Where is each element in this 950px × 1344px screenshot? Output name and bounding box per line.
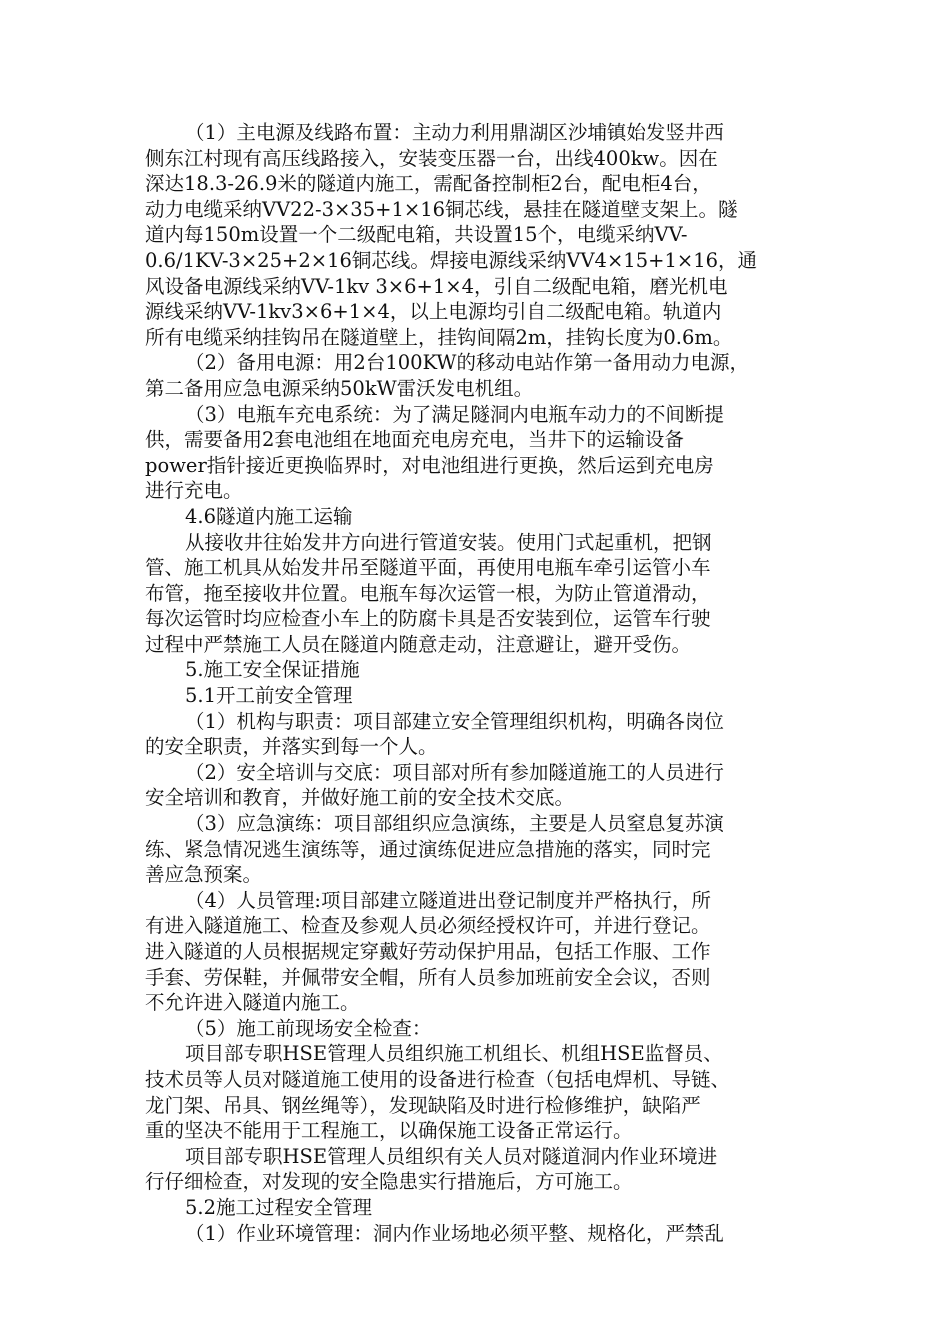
text-line: 供，需要备用2套电池组在地面充电房充电，当井下的运输设备: [145, 428, 684, 452]
text-line: 项目部专职HSE管理人员组织施工机组长、机组HSE监督员、: [185, 1042, 723, 1066]
text-line: 进入隧道的人员根据规定穿戴好劳动保护用品，包括工作服、工作: [145, 940, 711, 963]
text-line: 每次运管时均应检查小车上的防腐卡具是否安装到位，运管车行驶: [145, 607, 711, 631]
text-line: 管、施工机具从始发井吊至隧道平面，再使用电瓶车牵引运管小车: [145, 556, 711, 580]
text-line: 安全培训和教育，并做好施工前的安全技术交底。: [145, 786, 575, 810]
text-line: 4.6隧道内施工运输: [185, 504, 353, 528]
document-body: [145, 120, 810, 1246]
text-line: 从接收井往始发井方向进行管道安装。使用门式起重机，把钢: [185, 530, 712, 554]
text-line: （2）备用电源：用2台100KW的移动电站作第一备用动力电源，: [185, 351, 749, 375]
text-line: 动力电缆采纳VV22-3×35+1×16铜芯线，悬挂在隧道壁支架上。隧: [145, 197, 738, 221]
text-line: （4）人员管理:项目部建立隧道进出登记制度并严格执行，所: [185, 888, 711, 912]
text-line: 源线采纳VV-1kv3×6+1×4，以上电源均引自二级配电箱。轨道内: [145, 300, 722, 324]
text-line: power指针接近更换临界时，对电池组进行更换，然后运到充电房: [145, 453, 714, 477]
text-line: 侧东江村现有高压线路接入，安装变压器一台，出线400kw。因在: [145, 146, 718, 170]
text-line: 所有电缆采纳挂钩吊在隧道壁上，挂钩间隔2m，挂钩长度为0.6m。: [145, 325, 733, 349]
text-line: 风设备电源线采纳VV-1kv 3×6+1×4，引自二级配电箱，磨光机电: [145, 274, 728, 298]
text-line: 布管，拖至接收井位置。电瓶车每次运管一根，为防止管道滑动，: [145, 581, 711, 605]
text-line: 有进入隧道施工、检查及参观人员必须经授权许可，并进行登记。: [145, 914, 711, 938]
text-line: 技术员等人员对隧道施工使用的设备进行检查（包括电焊机、导链、: [145, 1067, 731, 1091]
text-line: 项目部专职HSE管理人员组织有关人员对隧道洞内作业环境进: [185, 1144, 718, 1168]
text-line: 重的坚决不能用于工程施工，以确保施工设备正常运行。: [145, 1119, 633, 1143]
text-line: （1）机构与职责：项目部建立安全管理组织机构，明确各岗位: [185, 709, 724, 733]
text-line: 手套、劳保鞋，并佩带安全帽，所有人员参加班前安全会议，否则: [145, 965, 711, 989]
text-line: （5）施工前现场安全检查：: [185, 1016, 432, 1040]
text-line: （3）电瓶车充电系统：为了满足隧洞内电瓶车动力的不间断提: [185, 402, 724, 426]
text-line: 0.6/1KV-3×25+2×16铜芯线。焊接电源线采纳VV4×15+1×16，通: [145, 248, 758, 272]
text-line: （3）应急演练：项目部组织应急演练，主要是人员窒息复苏演: [185, 812, 724, 836]
text-line: 第二备用应急电源采纳50kW雷沃发电机组。: [145, 376, 534, 400]
text-line: 练、紧急情况逃生演练等，通过演练促进应急措施的落实，同时完: [145, 837, 711, 861]
text-line: （2）安全培训与交底：项目部对所有参加隧道施工的人员进行: [185, 760, 724, 784]
text-line: 的安全职责，并落实到每一个人。: [145, 735, 438, 759]
text-line: 行仔细检查，对发现的安全隐患实行措施后，方可施工。: [145, 1170, 633, 1194]
text-line: （1）作业环境管理：洞内作业场地必须平整、规格化，严禁乱: [185, 1221, 724, 1245]
text-line: 善应急预案。: [145, 863, 263, 887]
text-line: 龙门架、吊具、钢丝绳等），发现缺陷及时进行检修维护，缺陷严: [145, 1093, 701, 1117]
text-line: 过程中严禁施工人员在隧道内随意走动，注意避让，避开受伤。: [145, 632, 692, 656]
text-line: 5.1开工前安全管理: [185, 684, 353, 708]
text-line: 5.施工安全保证措施: [185, 658, 360, 682]
text-line: （1）主电源及线路布置：主动力利用鼎湖区沙埔镇始发竖井西: [185, 121, 724, 144]
text-line: 5.2施工过程安全管理: [185, 1195, 373, 1219]
text-line: 不允许进入隧道内施工。: [145, 991, 360, 1015]
text-line: 道内每150m设置一个二级配电箱，共设置15个，电缆采纳VV-: [145, 223, 688, 247]
text-line: 进行充电。: [145, 479, 243, 503]
text-line: 深达18.3-26.9米的隧道内施工，需配备控制柜2台，配电柜4台，: [145, 172, 712, 196]
